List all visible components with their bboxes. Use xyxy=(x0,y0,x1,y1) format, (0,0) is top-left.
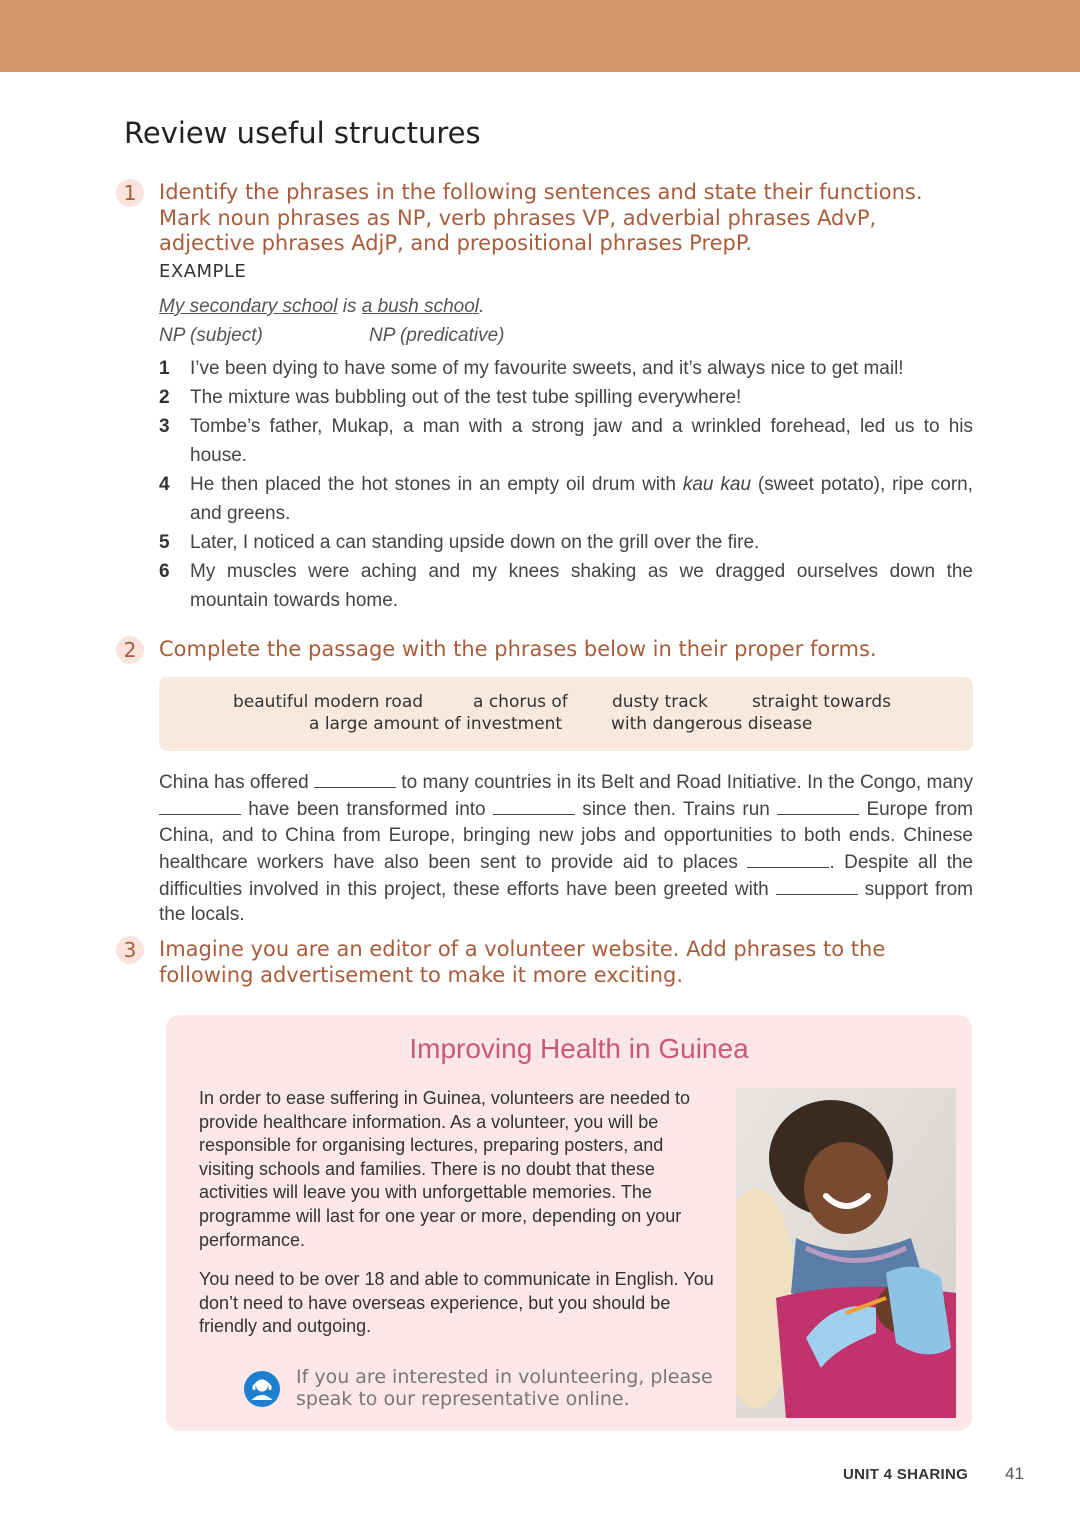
phrase-item: beautiful modern road xyxy=(233,692,424,712)
page-title: Review useful structures xyxy=(124,116,481,150)
sentence-number: 3 xyxy=(159,416,170,437)
phrase-item: dusty track xyxy=(612,692,708,712)
sentence-text: Later, I noticed a can standing upside down on the grill over the fire. xyxy=(190,532,760,553)
task-3-number: 3 xyxy=(116,936,144,964)
sentence-item xyxy=(159,528,973,557)
advert-paragraph-1: In order to ease suffering in Guinea, volunteers are needed to provide healthcare information. As a volunteer, you will be responsible for organising lectures, preparing posters, and visiting schools and families. There is no doubt that these activities will leave you with unforgettable memories. The programme will last for one year or more, depending on your performance. xyxy=(199,1088,690,1250)
passage xyxy=(159,768,973,928)
sentence-text-italic: kau kau xyxy=(682,474,752,495)
sentence-item xyxy=(159,412,973,470)
passage-text: have been transformed into xyxy=(241,799,493,821)
example-part-3: a bush school xyxy=(361,296,479,317)
volunteer-vaccination-photo xyxy=(736,1088,956,1418)
advert-contact-text: If you are interested in volunteering, please speak to our representative online. xyxy=(296,1366,713,1410)
task-2-number: 2 xyxy=(116,636,144,664)
phrase-item: straight towards xyxy=(752,692,892,712)
blank-2[interactable] xyxy=(159,795,241,815)
passage-text: China has offered xyxy=(159,772,314,793)
sentence-number: 2 xyxy=(159,387,170,408)
example-tag-2: NP (predicative) xyxy=(369,325,505,346)
blank-5[interactable] xyxy=(747,848,829,868)
passage-text: support from the locals. xyxy=(159,879,973,926)
sentence-text: Tombe’s father, Mukap, a man with a strong jaw and a wrinkled forehead, led us to his house. xyxy=(190,416,973,466)
example-tag-1: NP (subject) xyxy=(159,325,263,346)
page-number: 41 xyxy=(1005,1464,1024,1483)
sentence-text: I’ve been dying to have some of my favourite sweets, and it’s always nice to get mail! xyxy=(190,358,904,379)
example-sentence xyxy=(159,296,484,318)
passage-text: since then. Trains run xyxy=(574,799,778,821)
advert-card xyxy=(166,1015,972,1431)
top-color-band xyxy=(0,0,1080,72)
task-1-number: 1 xyxy=(116,179,144,207)
sentence-item xyxy=(159,383,973,412)
sentence-number: 1 xyxy=(159,358,170,379)
sentence-number: 5 xyxy=(159,532,170,553)
sentence-number: 4 xyxy=(159,474,170,495)
blank-3[interactable] xyxy=(493,795,575,815)
sentence-text: The mixture was bubbling out of the test tube spilling everywhere! xyxy=(190,387,742,408)
passage-text: Europe from China, and to China from Europe, bringing new jobs and opportunities to both ends. Chinese healthcare workers have also been sent to provide aid to places xyxy=(159,799,973,873)
sentence-list xyxy=(159,354,973,615)
sentence-text-a: He then placed the hot stones in an empty oil drum with xyxy=(190,474,683,495)
sentence-text xyxy=(190,470,973,528)
sentence-item xyxy=(159,470,973,528)
advert-paragraph-2: You need to be over 18 and able to communicate in English. You don’t need to have overseas experience, but you should be friendly and outgoing. xyxy=(199,1269,714,1337)
headset-user-icon xyxy=(244,1371,280,1407)
phrase-item: with dangerous disease xyxy=(611,714,813,734)
sentence-text: My muscles were aching and my knees shaking as we dragged ourselves down the mountain towards home. xyxy=(190,561,973,611)
blank-1[interactable] xyxy=(314,768,396,788)
example-label: EXAMPLE xyxy=(159,261,247,282)
blank-6[interactable] xyxy=(776,875,858,895)
passage-text: . Despite all the difficulties involved in this project, these efforts have been greeted with xyxy=(159,851,973,901)
advert-title: Improving Health in Guinea xyxy=(409,1033,749,1064)
task-2-instruction: Complete the passage with the phrases below in their proper forms. xyxy=(159,637,877,661)
example-part-4: . xyxy=(479,296,485,317)
example-part-1: My secondary school xyxy=(159,296,338,317)
phrase-box xyxy=(159,677,973,751)
phrase-item: a chorus of xyxy=(473,692,568,712)
sentence-text-c: (sweet potato), ripe corn, and greens. xyxy=(190,474,974,524)
sentence-item xyxy=(159,354,973,383)
task-1-instruction: Identify the phrases in the following sentences and state their functions. Mark noun phrases as NP, verb phrases VP, adverbial phrases AdvP, adjective phrases AdjP, and prepositional phrases PrepP. xyxy=(159,180,923,255)
blank-4[interactable] xyxy=(777,795,859,815)
sentence-item xyxy=(159,557,973,615)
phrase-item: a large amount of investment xyxy=(309,714,563,734)
task-3-instruction: Imagine you are an editor of a volunteer website. Add phrases to the following advertisement to make it more exciting. xyxy=(159,937,886,987)
example-tags xyxy=(159,325,505,347)
sentence-number: 6 xyxy=(159,561,170,582)
passage-text: to many countries in its Belt and Road Initiative. In the Congo, many xyxy=(396,772,973,793)
example-part-2: is xyxy=(337,296,362,317)
footer-unit-label: UNIT 4 SHARING xyxy=(843,1466,969,1483)
